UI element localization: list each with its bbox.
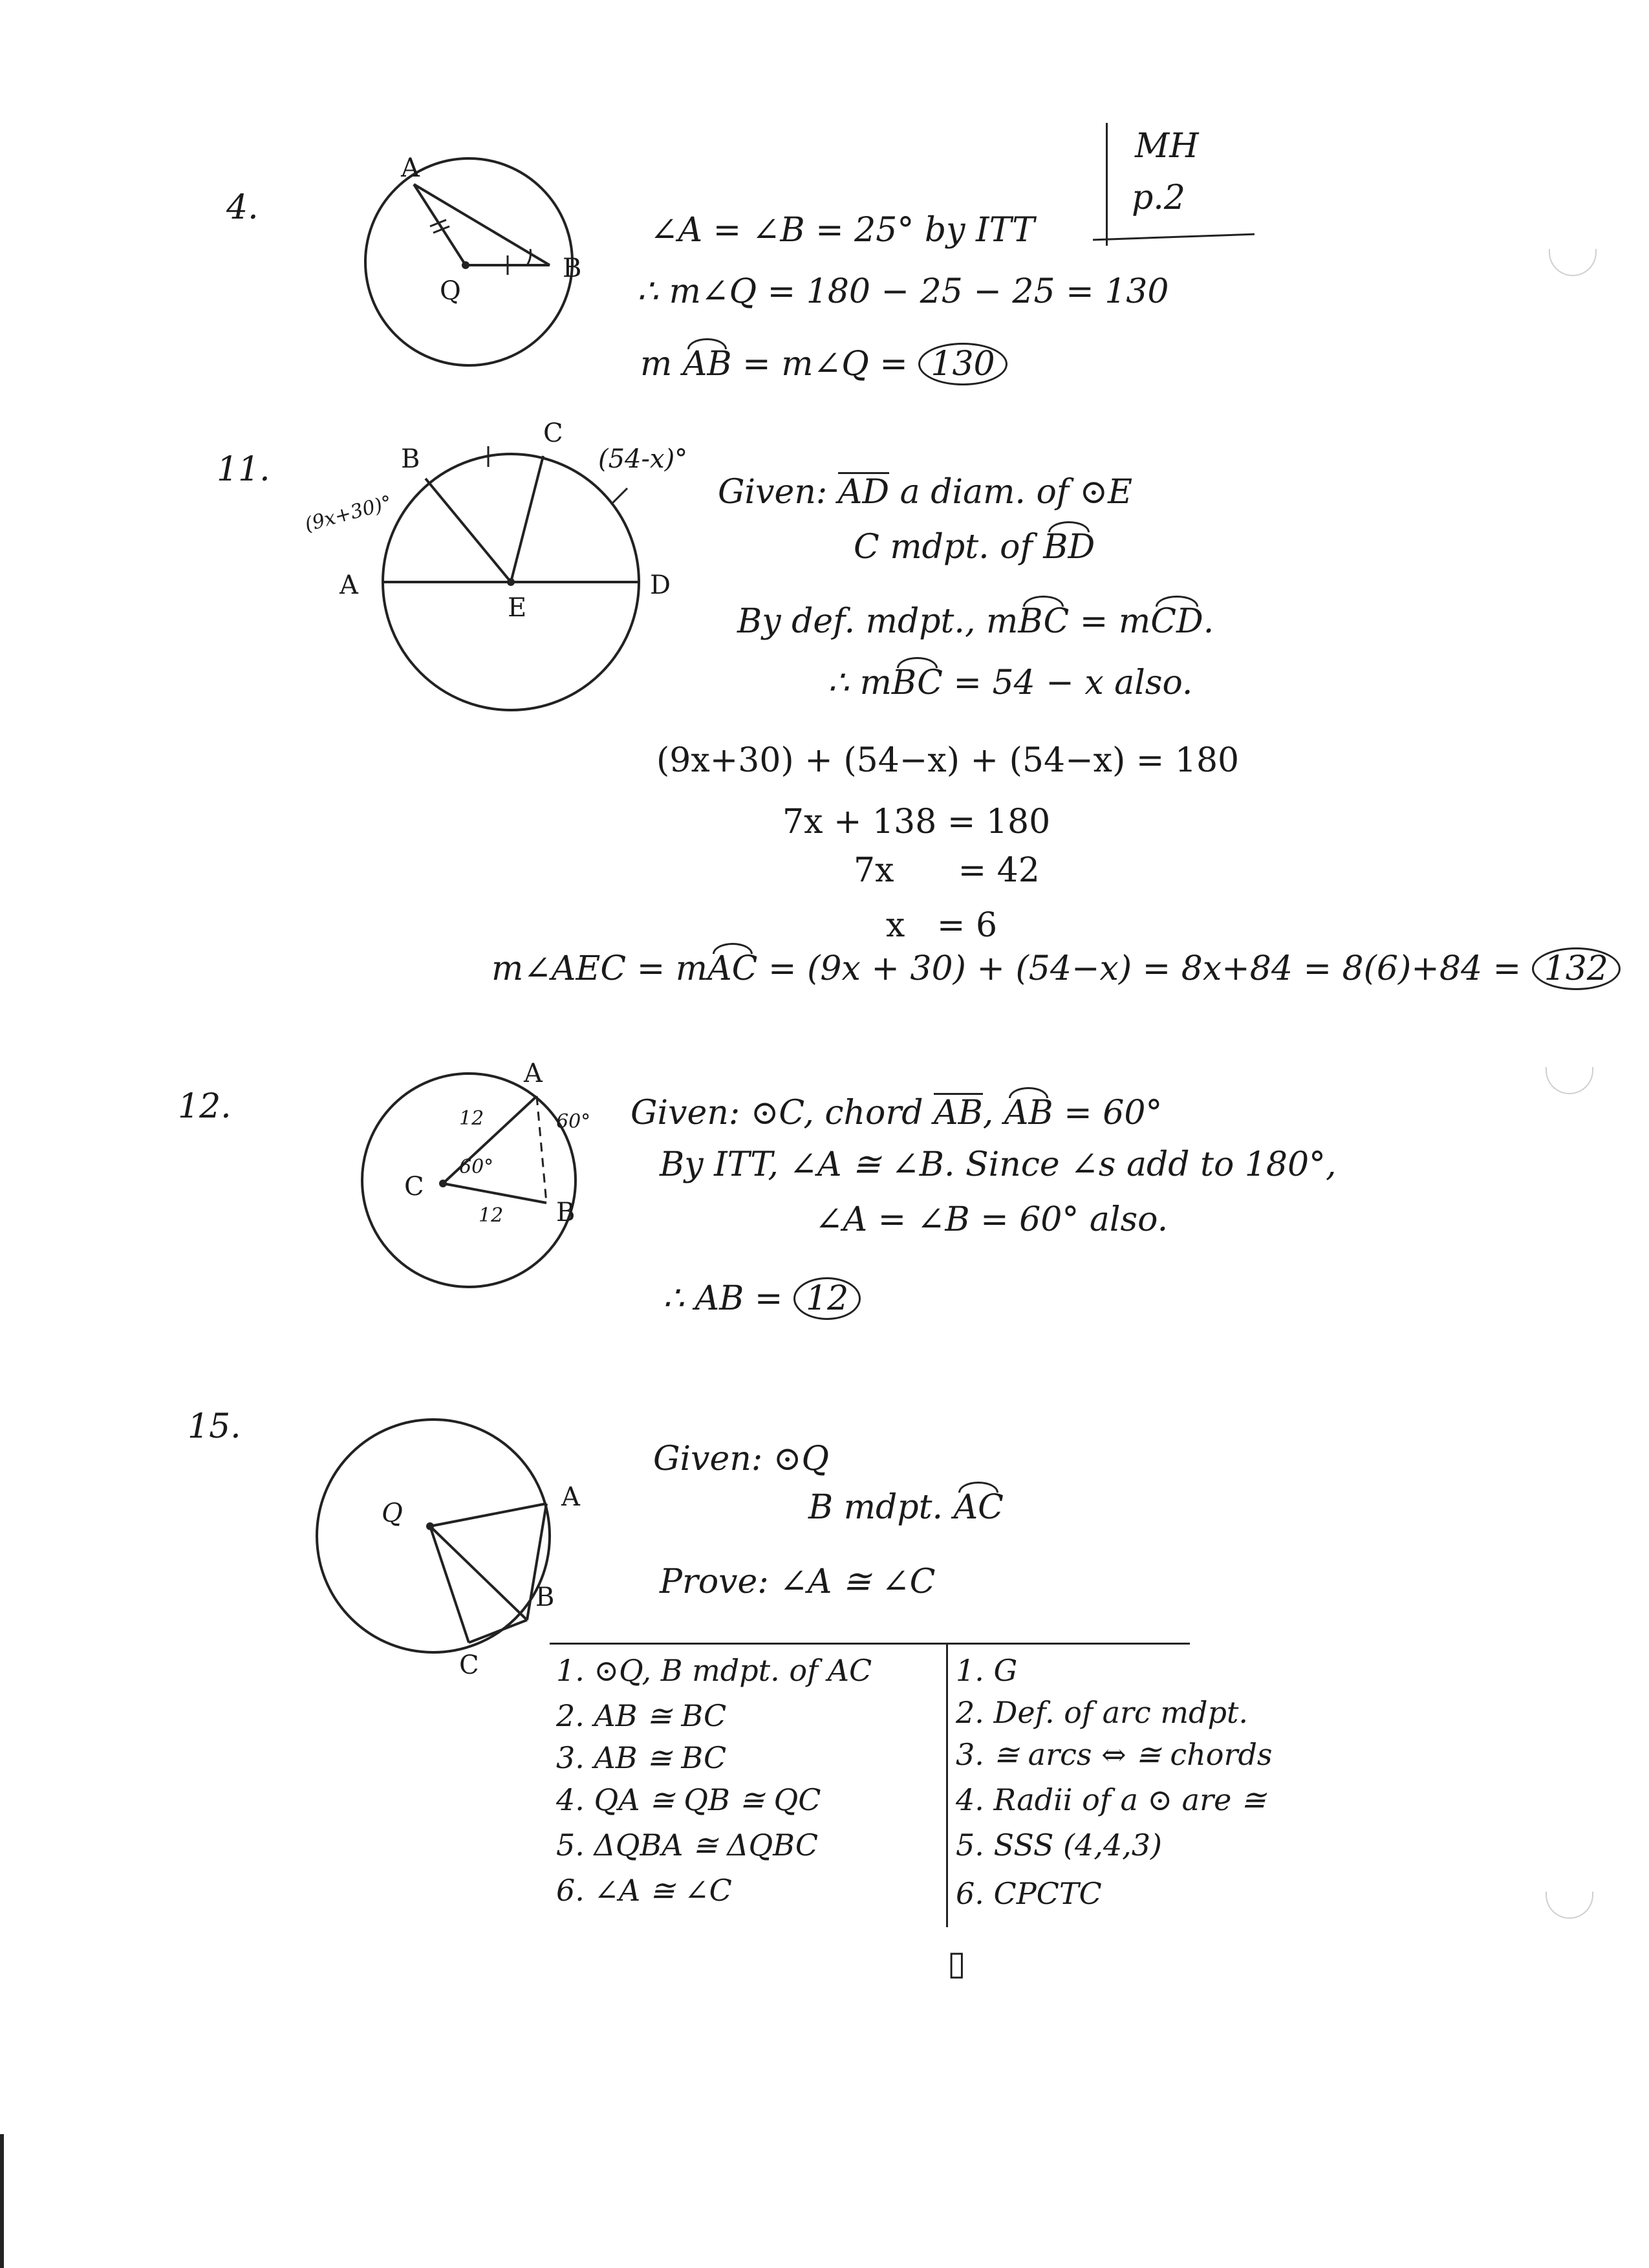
p4-eq: = m∠Q = xyxy=(742,345,919,383)
p12-arc-measure: 60° xyxy=(556,1110,591,1133)
reason-6: 6. CPCTC xyxy=(956,1876,1102,1911)
p11-label-a: A xyxy=(339,570,358,600)
header-initials: MH xyxy=(1135,127,1199,166)
p11-final xyxy=(491,947,1621,990)
p12-seg-ab: AB xyxy=(934,1094,983,1132)
p4-line-1: ∠A = ∠B = 25° by ITT xyxy=(650,211,1035,250)
reason-4: 4. Radii of a ⊙ are ≅ xyxy=(956,1782,1266,1817)
p4-label-q: Q xyxy=(440,276,461,306)
p11-arc-bd: BD xyxy=(1043,528,1095,567)
p12-line4-text: ∴ AB = xyxy=(663,1279,794,1318)
header-page: p.2 xyxy=(1132,178,1185,217)
p11-by-def-mid: = m xyxy=(1069,602,1151,641)
statement-6: 6. ∠A ≅ ∠C xyxy=(556,1873,732,1908)
p11-final-pre: m∠AEC = m xyxy=(491,949,708,988)
p11-answer: 132 xyxy=(1532,947,1621,990)
p4-m: m xyxy=(640,345,673,383)
p12-radius-1: 12 xyxy=(459,1107,484,1130)
p11-equation-2: 7x + 138 = 180 xyxy=(782,803,1051,841)
p12-label-c: C xyxy=(404,1172,424,1202)
statement-2: 2. AB ≅ BC xyxy=(556,1698,727,1733)
p11-equation-3: 7x = 42 xyxy=(854,851,1040,890)
p12-given-end: = 60° xyxy=(1053,1094,1163,1132)
p11-seg-ad: AD xyxy=(837,473,890,512)
p11-by-def-end: . xyxy=(1203,602,1214,641)
p12-central-angle: 60° xyxy=(459,1156,494,1178)
p11-equation-4: x = 6 xyxy=(886,906,998,945)
figure-problem-15 xyxy=(304,1413,563,1665)
p11-given-1 xyxy=(718,472,1133,512)
p15-arc-ac: AC xyxy=(953,1488,1004,1527)
reason-3: 3. ≅ arcs ⇔ ≅ chords xyxy=(956,1737,1273,1772)
problem-number-12: 12. xyxy=(178,1087,232,1126)
p11-therefore-pre: ∴ m xyxy=(828,664,892,702)
p12-radius-2: 12 xyxy=(479,1204,504,1227)
figure-problem-4 xyxy=(362,155,582,375)
p11-by-def xyxy=(737,602,1214,641)
binder-hole-3 xyxy=(1546,1892,1593,1919)
statement-3: 3. AB ≅ BC xyxy=(556,1740,727,1775)
p11-arc-cd: CD xyxy=(1150,602,1203,641)
p11-label-d: D xyxy=(650,570,671,600)
p11-label-b: B xyxy=(401,444,420,474)
page-left-edge xyxy=(0,2134,4,2268)
p4-answer: 130 xyxy=(918,343,1007,385)
problem-number-4: 4. xyxy=(226,188,259,227)
statement-4: 4. QA ≅ QB ≅ QC xyxy=(556,1782,821,1817)
p12-line-3: ∠A = ∠B = 60° also. xyxy=(815,1200,1169,1239)
p15-label-b: B xyxy=(535,1582,555,1612)
p11-by-def-pre: By def. mdpt., m xyxy=(737,602,1018,641)
p11-final-rest: = (9x + 30) + (54−x) = 8x+84 = 8(6)+84 = xyxy=(757,949,1532,988)
p12-given xyxy=(630,1093,1162,1130)
reason-1: 1. G xyxy=(956,1653,1018,1688)
reason-5: 5. SSS (4,4,3) xyxy=(956,1828,1162,1863)
p12-label-a: A xyxy=(524,1059,543,1088)
p12-given-pre: Given: ⊙C, chord xyxy=(630,1094,923,1132)
binder-hole-1 xyxy=(1549,249,1597,276)
p11-arc-bc: BC xyxy=(1018,602,1070,641)
p12-label-b: B xyxy=(556,1198,576,1227)
p11-given-2 xyxy=(854,528,1095,567)
proof-table-divider xyxy=(946,1643,948,1927)
header-box-bottom xyxy=(1093,233,1255,241)
p11-arc-ba-measure: (9x+30)° xyxy=(302,491,394,537)
p11-label-e: E xyxy=(508,593,527,623)
p15-given: Given: ⊙Q xyxy=(653,1440,830,1478)
p11-given-label: Given: xyxy=(718,473,828,512)
p11-arc-bc-2: BC xyxy=(891,664,943,702)
proof-table-top-rule xyxy=(550,1643,1190,1645)
p11-therefore-rest: = 54 − x also. xyxy=(942,664,1193,702)
p15-given-2 xyxy=(808,1488,1004,1527)
qed-mark: ▯ xyxy=(947,1944,966,1983)
p11-given2-pre: C mdpt. of xyxy=(854,528,1033,567)
binder-hole-2 xyxy=(1546,1067,1593,1094)
p12-line-2: By ITT, ∠A ≅ ∠B. Since ∠s add to 180°, xyxy=(660,1145,1337,1184)
p4-line-3 xyxy=(640,343,1008,385)
p4-line-2: ∴ m∠Q = 180 − 25 − 25 = 130 xyxy=(637,272,1169,311)
p11-arc-cd-measure: (54-x)° xyxy=(598,444,688,474)
problem-number-15: 15. xyxy=(188,1407,241,1446)
p4-label-a: A xyxy=(401,153,420,183)
problem-number-11: 11. xyxy=(217,450,270,489)
p12-answer: 12 xyxy=(793,1277,861,1320)
p4-arc-ab: AB xyxy=(682,345,732,383)
p12-given-comma: , xyxy=(982,1094,994,1132)
p15-label-c: C xyxy=(459,1650,479,1680)
statement-1: 1. ⊙Q, B mdpt. of AC xyxy=(556,1653,872,1688)
statement-5: 5. ΔQBA ≅ ΔQBC xyxy=(556,1828,819,1863)
p11-equation-1: (9x+30) + (54−x) + (54−x) = 180 xyxy=(656,741,1240,780)
p4-label-b: B xyxy=(563,254,582,283)
p11-therefore xyxy=(828,666,1192,700)
p15-prove: Prove: ∠A ≅ ∠C xyxy=(660,1562,936,1601)
reason-2: 2. Def. of arc mdpt. xyxy=(956,1695,1249,1730)
header-box-left xyxy=(1106,123,1108,246)
p15-label-a: A xyxy=(561,1482,580,1512)
p11-label-c: C xyxy=(543,418,563,448)
p12-arc-ab: AB xyxy=(1004,1094,1053,1132)
p11-given1-rest: a diam. of ⊙E xyxy=(900,473,1133,512)
p15-given2-pre: B mdpt. xyxy=(808,1488,943,1527)
p12-line-4 xyxy=(663,1277,861,1320)
p11-arc-ac: AC xyxy=(707,949,758,988)
p15-label-q: Q xyxy=(382,1498,403,1528)
